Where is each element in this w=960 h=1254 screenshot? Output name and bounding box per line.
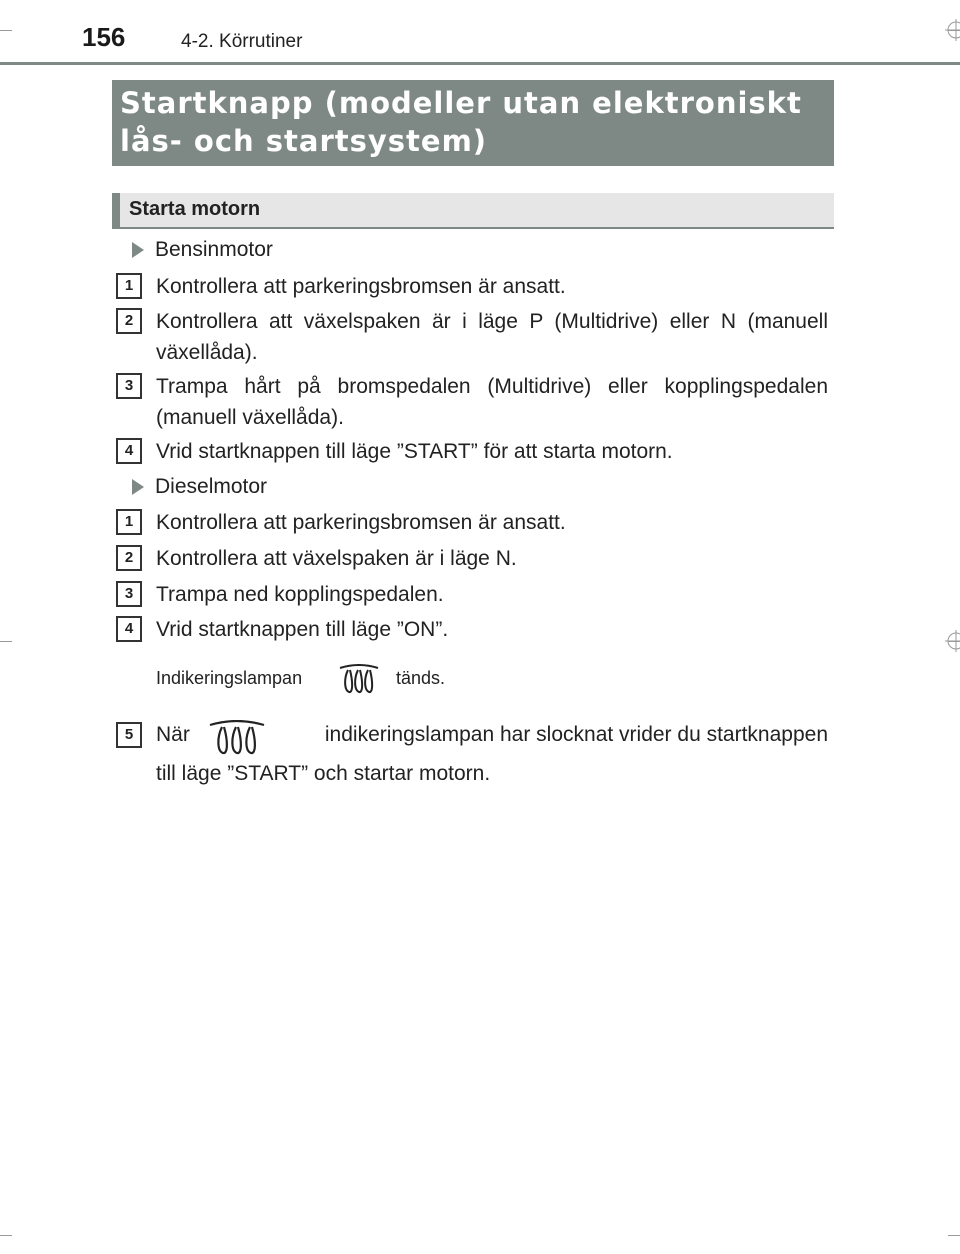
step-number: 1 — [116, 509, 142, 535]
glow-plug-indicator-icon — [208, 720, 266, 758]
step-text: Kontrollera att parkeringsbromsen är ansatt. — [156, 511, 566, 534]
subsection-accent-bar — [112, 193, 120, 227]
section-title-line-2: lås- och startsystem) — [120, 124, 488, 158]
triangle-bullet-icon — [132, 479, 144, 495]
crop-mark — [0, 641, 12, 642]
step-text: Kontrollera att parkeringsbromsen är ansatt. — [156, 275, 566, 298]
section-title-line-1: Startknapp (modeller utan elektroniskt — [120, 86, 802, 120]
indicator-note-after: tänds. — [396, 668, 446, 688]
step-number: 2 — [116, 545, 142, 571]
step-text: Kontrollera att växelspaken är i läge P (Multidrive) eller N (manuell växellåda). — [156, 310, 828, 364]
crop-mark — [0, 1235, 12, 1236]
header-rule — [0, 62, 960, 65]
subsection-heading — [112, 193, 834, 229]
step-5-text-line-2: till läge ”START” och startar motorn. — [156, 762, 491, 785]
step-text: Trampa ned kopplingspedalen. — [156, 583, 444, 606]
step-number: 2 — [116, 308, 142, 334]
step-number: 4 — [116, 616, 142, 642]
registration-mark-icon — [945, 19, 960, 41]
triangle-bullet-icon — [132, 242, 144, 258]
registration-mark-icon — [945, 630, 960, 652]
chapter-title: 4-2. Körrutiner — [181, 31, 303, 52]
subsection-title: Starta motorn — [129, 198, 261, 220]
step-text: Trampa hårt på bromspedalen (Multidrive) eller kopplingspedalen (manuell växellåda). — [156, 375, 828, 429]
step-5-text-after: indikeringslampan har slocknat vrider du startknappen — [324, 723, 828, 746]
step-number: 3 — [116, 581, 142, 607]
diesel-engine-heading — [132, 472, 267, 502]
indicator-note-before: Indikeringslampan — [156, 668, 303, 688]
section-heading — [112, 80, 834, 166]
page-number: 156 — [82, 22, 126, 52]
step-text: Vrid startknappen till läge ”ON”. — [156, 618, 449, 641]
step-text: Kontrollera att växelspaken är i läge N. — [156, 547, 517, 570]
diesel-engine-label: Dieselmotor — [155, 475, 268, 498]
petrol-engine-heading — [132, 235, 273, 265]
petrol-engine-label: Bensinmotor — [155, 238, 273, 261]
step-number: 1 — [116, 273, 142, 299]
step-number: 5 — [116, 722, 142, 748]
step-5-text-before: När — [156, 723, 190, 746]
step-text: Vrid startknappen till läge ”START” för att starta motorn. — [156, 440, 673, 463]
crop-mark — [0, 30, 12, 31]
step-number: 4 — [116, 438, 142, 464]
step-number: 3 — [116, 373, 142, 399]
glow-plug-indicator-icon — [338, 664, 380, 696]
crop-mark — [948, 1235, 960, 1236]
